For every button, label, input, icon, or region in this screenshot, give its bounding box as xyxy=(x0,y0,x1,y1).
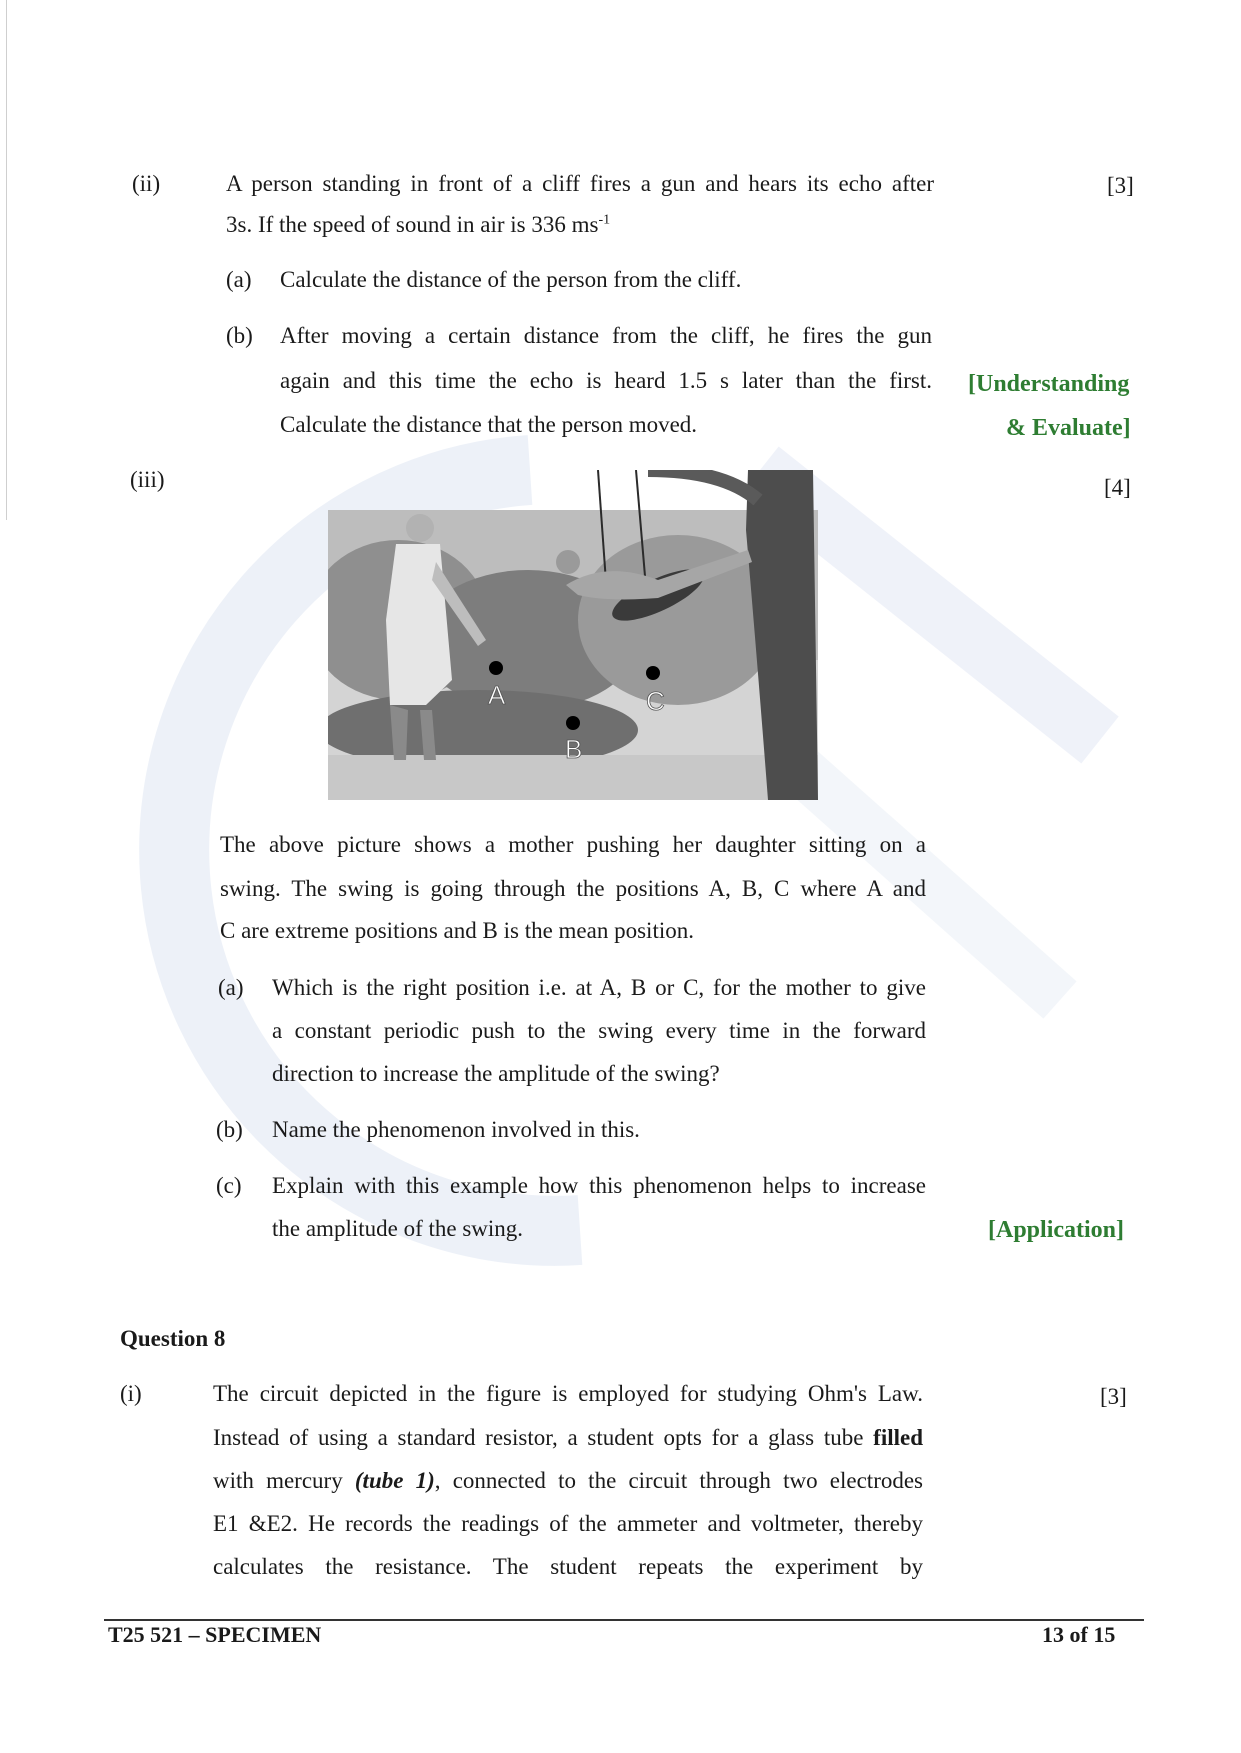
figure-label-a: A xyxy=(488,680,506,710)
subpart-text: again and this time the echo is heard 1.5 s later than the first. xyxy=(280,368,932,393)
description-line: C are extreme positions and B is the mean position. xyxy=(220,918,694,943)
marks-iii: [4] xyxy=(1104,475,1131,500)
subpart-text: Name the phenomenon involved in this. xyxy=(272,1117,640,1142)
subpart-text: Calculate the distance of the person from the cliff. xyxy=(280,267,742,292)
subpart-text: the amplitude of the swing. xyxy=(272,1216,524,1241)
question-8-line: with mercury (tube 1), connected to the circuit through two electrodes xyxy=(213,1468,924,1493)
question-heading: Question 8 xyxy=(120,1326,226,1351)
question-8-line: Instead of using a standard resistor, a student opts for a glass tube filled xyxy=(213,1425,923,1450)
description-line: The above picture shows a mother pushing her daughter sitting on a xyxy=(220,832,926,857)
subpart-text: Explain with this example how this phenomenon helps to increase xyxy=(272,1173,926,1198)
marks-q8-i: [3] xyxy=(1100,1384,1127,1409)
figure-label-b: B xyxy=(565,734,583,764)
subpart-text: Which is the right position i.e. at A, B or C, for the mother to give xyxy=(272,975,926,1000)
question-8-line: calculates the resistance. The student repeats the experiment by xyxy=(213,1554,923,1579)
page-number: 13 of 15 xyxy=(1042,1622,1116,1647)
figure-label-c: C xyxy=(646,686,665,716)
question-number-ii: (ii) xyxy=(132,171,161,196)
subpart-label: (a) xyxy=(226,267,252,292)
question-number-iii: (iii) xyxy=(130,467,165,492)
page-edge-line xyxy=(6,0,7,520)
footer-rule xyxy=(104,1619,1144,1621)
swing-photo xyxy=(328,470,818,800)
subpart-label: (b) xyxy=(226,323,253,348)
cognitive-tag: & Evaluate] xyxy=(1006,415,1131,441)
question-8-line: The circuit depicted in the figure is employed for studying Ohm's Law. xyxy=(213,1381,923,1406)
description-line: swing. The swing is going through the positions A, B, C where A and xyxy=(220,876,926,901)
paper-code: T25 521 – SPECIMEN xyxy=(108,1622,322,1647)
cognitive-tag: [Understanding xyxy=(968,371,1130,397)
question-ii-line: 3s. If the speed of sound in air is 336 $ms^{-1}$ xyxy=(226,212,611,237)
subpart-text: Calculate the distance that the person moved. xyxy=(280,412,698,437)
subpart-text: direction to increase the amplitude of the swing? xyxy=(272,1061,720,1086)
question-number-i: (i) xyxy=(120,1381,142,1406)
subpart-text: a constant periodic push to the swing every time in the forward xyxy=(272,1018,926,1043)
question-8-line: E1 &E2. He records the readings of the ammeter and voltmeter, thereby xyxy=(213,1511,923,1536)
subpart-text: After moving a certain distance from the cliff, he fires the gun xyxy=(280,323,932,348)
subpart-label: (b) xyxy=(216,1117,243,1142)
question-ii-line: A person standing in front of a cliff fires a gun and hears its echo after xyxy=(226,171,934,196)
subpart-label: (c) xyxy=(216,1173,242,1198)
cognitive-tag: [Application] xyxy=(988,1217,1125,1243)
subpart-label: (a) xyxy=(218,975,244,1000)
marks-ii: [3] xyxy=(1107,173,1134,198)
